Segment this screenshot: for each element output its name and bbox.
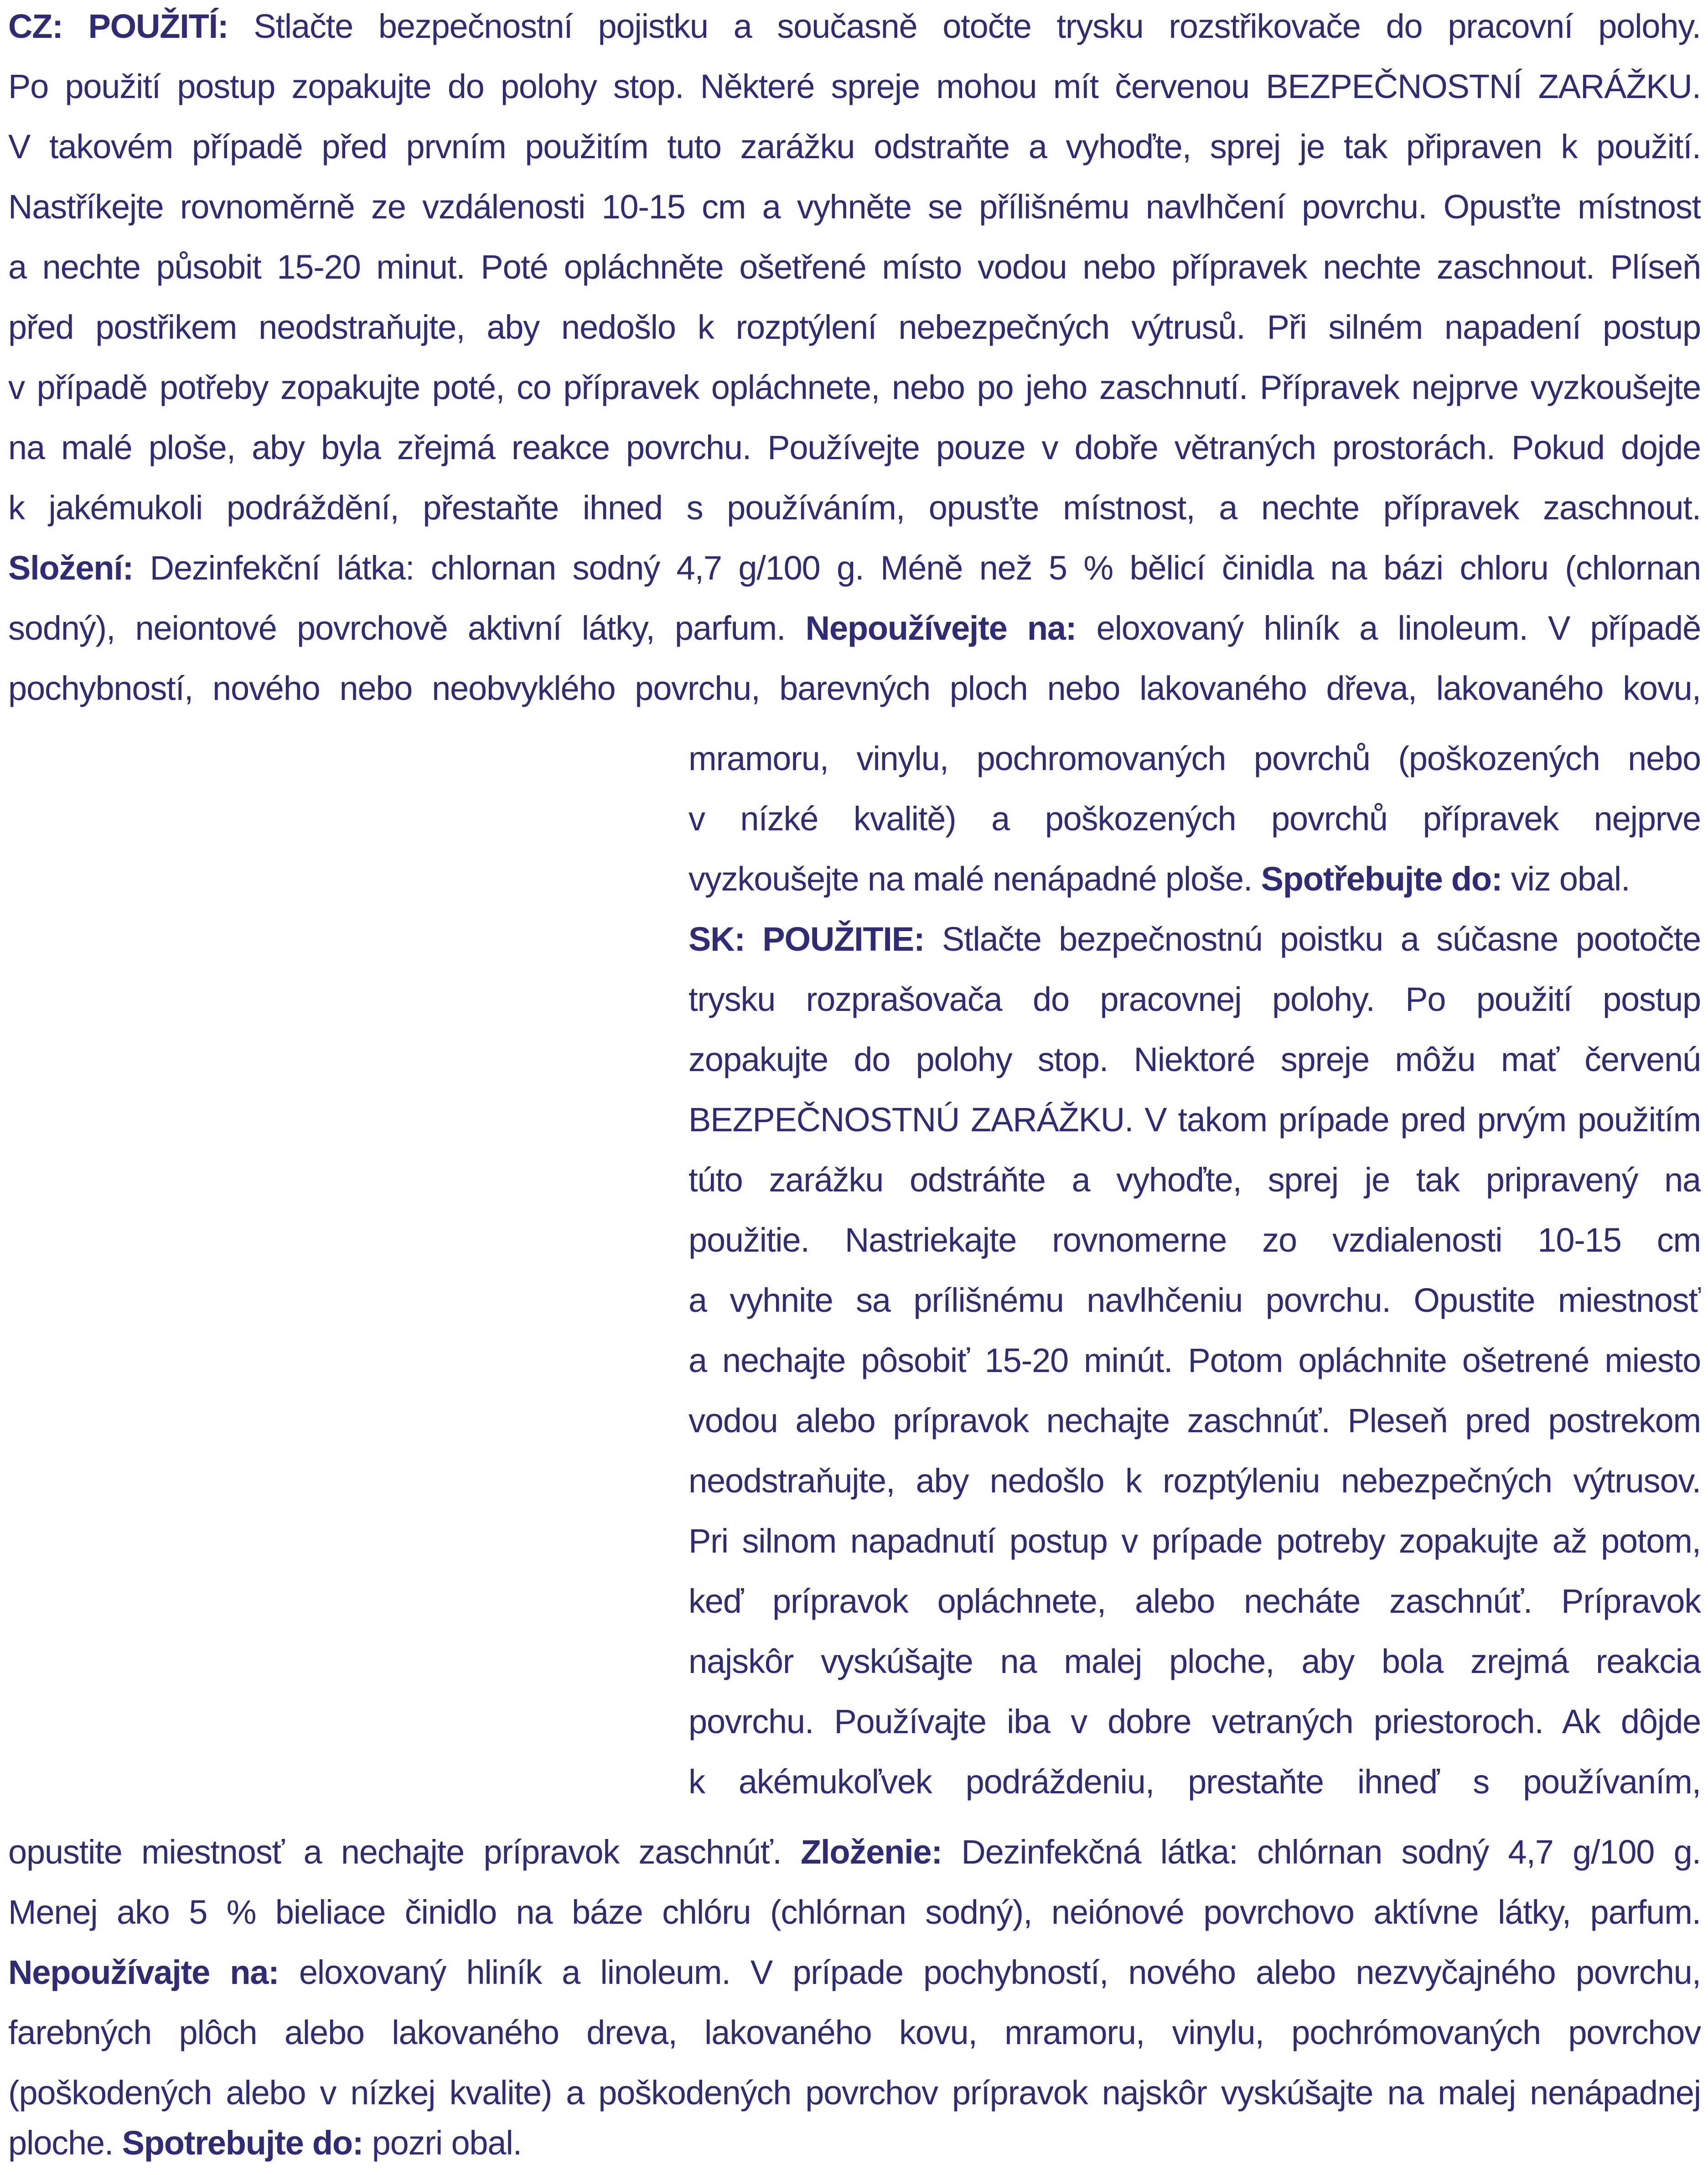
sk-indent-line-8: vodou alebo prípravok nechajte zaschnúť. Pleseň pred postrekom	[688, 1402, 1701, 1440]
cz-line-6: před postřikem neodstraňujte, aby nedošlo k rozptýlení nebezpečných výtrusů. Při silném napadení postup	[8, 308, 1701, 346]
cz-line-8: na malé ploše, aby byla zřejmá reakce povrchu. Používejte pouze v dobře větraných prostorách. Pokud dojde	[8, 429, 1701, 466]
sk-line-1	[688, 909, 1701, 969]
sk-full-text-1a: opustite miestnosť a nechajte prípravok zaschnúť.	[8, 1833, 782, 1871]
sk-full-text-3: eloxovaný hliník a linoleum. V prípade pochybností, nového alebo nezvyčajného povrchu,	[299, 1953, 1701, 1991]
sk-full-line-6	[8, 2113, 1701, 2173]
sk-full-text-1b: Dezinfekčná látka: chlórnan sodný 4,7 g/100 g.	[961, 1833, 1701, 1871]
cz-line-1	[8, 0, 1701, 57]
sk-full-line-1	[8, 1822, 1701, 1882]
cz-use-by-label: Spotřebujte do:	[1261, 860, 1502, 898]
sk-do-not-use-label: Nepoužívajte na:	[8, 1953, 279, 1991]
sk-indent-line-13: povrchu. Používajte iba v dobre vetraných priestoroch. Ak dôjde	[688, 1703, 1701, 1740]
sk-indent-line-6: a vyhnite sa prílišnému navlhčeniu povrchu. Opustite miestnosť	[688, 1281, 1701, 1319]
cz-indent-line-2: v nízké kvalitě) a poškozených povrchů přípravek nejprve	[688, 800, 1701, 838]
cz-indent-text: vyzkoušejte na malé nenápadné ploše.	[688, 860, 1253, 898]
sk-full-line-2: Menej ako 5 % bieliace činidlo na báze chlóru (chlórnan sodný), neiónové povrchovo aktívne látky, parfum.	[8, 1893, 1701, 1931]
cz-line-5: a nechte působit 15-20 minut. Poté opláchněte ošetřené místo vodou nebo přípravek nechte zaschnout. Plíseň	[8, 248, 1701, 286]
cz-do-not-use-text: eloxovaný hliník a linoleum. V případě	[1096, 609, 1701, 647]
sk-indent-line-9: neodstraňujte, aby nedošlo k rozptýleniu nebezpečných výtrusov.	[688, 1462, 1701, 1500]
cz-composition-text: Dezinfekční látka: chlornan sodný 4,7 g/100 g. Méně než 5 % bělicí činidla na bázi chloru (chlornan	[150, 549, 1701, 587]
cz-heading: CZ: POUŽITÍ:	[8, 7, 228, 45]
cz-line-4: Nastříkejte rovnoměrně ze vzdálenosti 10-15 cm a vyhněte se přílišnému navlhčení povrchu. Opusťte místnost	[8, 188, 1701, 226]
sk-indent-line-10: Pri silnom napadnutí postup v prípade potreby zopakujte až potom,	[688, 1522, 1701, 1560]
cz-text: Stlačte bezpečnostní pojistku a současně otočte trysku rozstřikovače do pracovní polohy.	[254, 7, 1701, 45]
sk-composition-label: Zloženie:	[801, 1833, 942, 1871]
sk-indent-line-7: a nechajte pôsobiť 15-20 minút. Potom opláchnite ošetrené miesto	[688, 1341, 1701, 1379]
cz-composition-line-2	[8, 598, 1701, 658]
sk-last-text: ploche.	[8, 2124, 114, 2162]
sk-indent-line-1: trysku rozprašovača do pracovnej polohy. Po použití postup	[688, 980, 1701, 1018]
sk-indent-line-11: keď prípravok opláchnete, alebo necháte zaschnúť. Prípravok	[688, 1582, 1701, 1620]
sk-indent-line-2: zopakujte do polohy stop. Niektoré spreje môžu mať červenú	[688, 1041, 1701, 1078]
sk-indent-line-12: najskôr vyskúšajte na malej ploche, aby bola zrejmá reakcia	[688, 1642, 1701, 1680]
cz-line-3: V takovém případě před prvním použitím tuto zarážku odstraňte a vyhoďte, sprej je tak připraven k použití.	[8, 128, 1701, 166]
cz-composition-line-1	[8, 538, 1701, 598]
sk-indent-line-5: použitie. Nastriekajte rovnomerne zo vzdialenosti 10-15 cm	[688, 1221, 1701, 1259]
sk-full-line-3	[8, 1942, 1701, 2003]
cz-line-pochybnosti: pochybností, nového nebo neobvyklého povrchu, barevných ploch nebo lakovaného dřeva, lakovaného kovu,	[8, 669, 1701, 707]
cz-composition-label: Složení:	[8, 549, 134, 587]
cz-use-by-value: viz obal.	[1511, 860, 1630, 898]
cz-line-7: v případě potřeby zopakujte poté, co přípravek opláchnete, nebo po jeho zaschnutí. Přípravek nejprve vyzkoušejte	[8, 368, 1701, 406]
sk-full-line-5: (poškodených alebo v nízkej kvalite) a poškodených povrchov prípravok najskôr vyskúšajte na malej nenápadnej	[8, 2074, 1701, 2112]
sk-indent-line-14: k akémukoľvek podráždeniu, prestaňte ihneď s používaním,	[688, 1763, 1701, 1801]
cz-do-not-use-label: Nepoužívejte na:	[805, 609, 1077, 647]
sk-use-by-value: pozri obal.	[372, 2124, 522, 2162]
sk-heading: SK: POUŽITIE:	[688, 920, 925, 958]
cz-indent-line-1: mramoru, vinylu, pochromovaných povrchů (poškozených nebo	[688, 740, 1701, 777]
sk-indent-line-3: BEZPEČNOSTNÚ ZARÁŽKU. V takom prípade pred prvým použitím	[688, 1101, 1701, 1139]
cz-composition-text-2: sodný), neiontové povrchově aktivní látky, parfum.	[8, 609, 786, 647]
cz-line-9: k jakémukoli podráždění, přestaňte ihned s používáním, opusťte místnost, a nechte přípravek zaschnout.	[8, 489, 1701, 527]
cz-line-2: Po použití postup zopakujte do polohy stop. Některé spreje mohou mít červenou BEZPEČNOSTNÍ ZARÁŽKU.	[8, 67, 1701, 105]
sk-heading-text: Stlačte bezpečnostnú poistku a súčasne pootočte	[942, 920, 1701, 958]
sk-use-by-label: Spotrebujte do:	[122, 2124, 363, 2162]
sk-full-line-4: farebných plôch alebo lakovaného dreva, lakovaného kovu, mramoru, vinylu, pochrómovaných povrchov	[8, 2014, 1701, 2051]
sk-indent-line-4: túto zarážku odstráňte a vyhoďte, sprej je tak pripravený na	[688, 1161, 1701, 1199]
cz-indent-line-3	[688, 849, 1701, 909]
